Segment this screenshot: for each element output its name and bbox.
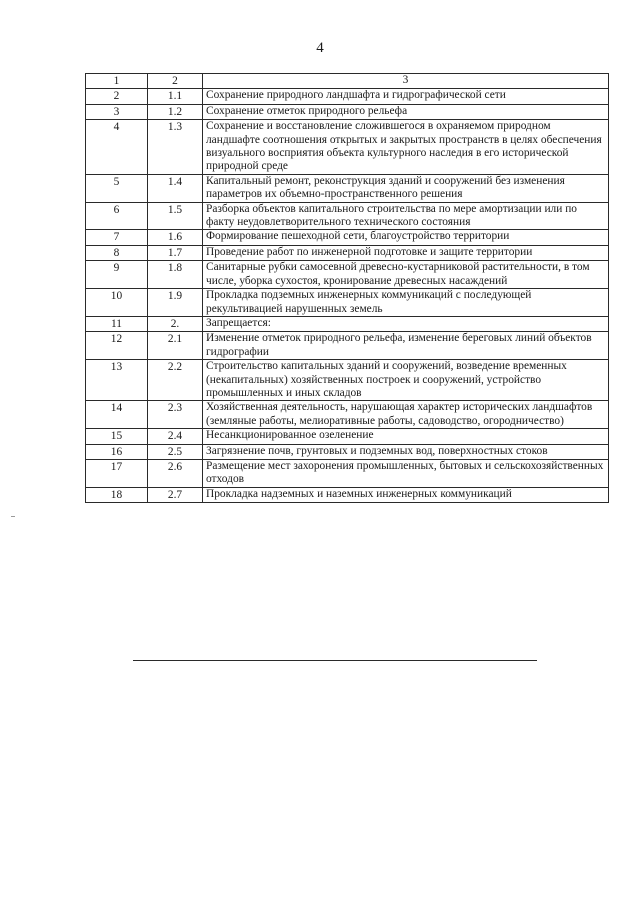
clause-text-cell: Хозяйственная деятельность, нарушающая характер исторических ландшафтов (земляные работы, мелиоративные работы, садоводство, огородничество) bbox=[203, 401, 609, 429]
clause-text-cell: Формирование пешеходной сети, благоустройство территории bbox=[203, 230, 609, 245]
clause-code-cell: 2.1 bbox=[148, 332, 203, 360]
row-number-cell: 16 bbox=[86, 444, 148, 459]
clause-text-cell: Проведение работ по инженерной подготовке и защите территории bbox=[203, 245, 609, 260]
clause-text-cell: Сохранение природного ландшафта и гидрографической сети bbox=[203, 89, 609, 104]
header-cell-2: 2 bbox=[148, 74, 203, 89]
clause-code-cell: 1.7 bbox=[148, 245, 203, 260]
header-cell-1: 1 bbox=[86, 74, 148, 89]
table-row bbox=[86, 401, 609, 429]
clause-text-cell: Строительство капитальных зданий и сооружений, возведение временных (некапитальных) хозяйственных построек и сооружений, устройство промышленных и иных складов bbox=[203, 360, 609, 401]
table-row bbox=[86, 89, 609, 104]
table-row bbox=[86, 230, 609, 245]
table-row bbox=[86, 444, 609, 459]
row-number-cell: 18 bbox=[86, 487, 148, 502]
table-row bbox=[86, 332, 609, 360]
clause-code-cell: 1.4 bbox=[148, 174, 203, 202]
clause-text-cell: Размещение мест захоронения промышленных, бытовых и сельскохозяйственных отходов bbox=[203, 459, 609, 487]
row-number-cell: 5 bbox=[86, 174, 148, 202]
row-number-cell: 17 bbox=[86, 459, 148, 487]
row-number-cell: 10 bbox=[86, 289, 148, 317]
table-row bbox=[86, 459, 609, 487]
clause-code-cell: 2.3 bbox=[148, 401, 203, 429]
clause-text-cell: Прокладка надземных и наземных инженерных коммуникаций bbox=[203, 487, 609, 502]
clause-text-cell: Загрязнение почв, грунтовых и подземных вод, поверхностных стоков bbox=[203, 444, 609, 459]
table-row bbox=[86, 202, 609, 230]
clause-code-cell: 1.2 bbox=[148, 104, 203, 119]
row-number-cell: 4 bbox=[86, 120, 148, 175]
row-number-cell: 11 bbox=[86, 316, 148, 331]
row-number-cell: 15 bbox=[86, 429, 148, 444]
clause-code-cell: 2.7 bbox=[148, 487, 203, 502]
clause-text-cell: Сохранение и восстановление сложившегося в охраняемом природном ландшафте соотношения открытых и закрытых пространств в целях обеспечения визуального восприятия объекта культурного наследия в его исторической природной среде bbox=[203, 120, 609, 175]
table-row bbox=[86, 245, 609, 260]
row-number-cell: 3 bbox=[86, 104, 148, 119]
clause-text-cell: Изменение отметок природного рельефа, изменение береговых линий объектов гидрографии bbox=[203, 332, 609, 360]
clause-text-cell: Разборка объектов капитального строительства по мере амортизации или по факту неудовлетворительного технического состояния bbox=[203, 202, 609, 230]
clause-code-cell: 2.4 bbox=[148, 429, 203, 444]
clause-text-cell: Капитальный ремонт, реконструкция зданий и сооружений без изменения параметров их объемно-пространственного решения bbox=[203, 174, 609, 202]
header-cell-3: 3 bbox=[203, 74, 609, 89]
table-row bbox=[86, 104, 609, 119]
clause-code-cell: 2.2 bbox=[148, 360, 203, 401]
clause-code-cell: 1.9 bbox=[148, 289, 203, 317]
clause-code-cell: 2. bbox=[148, 316, 203, 331]
clause-text-cell: Несанкционированное озеленение bbox=[203, 429, 609, 444]
row-number-cell: 6 bbox=[86, 202, 148, 230]
row-number-cell: 8 bbox=[86, 245, 148, 260]
row-number-cell: 12 bbox=[86, 332, 148, 360]
table-row bbox=[86, 261, 609, 289]
clause-code-cell: 1.8 bbox=[148, 261, 203, 289]
row-number-cell: 14 bbox=[86, 401, 148, 429]
clause-text-cell: Запрещается: bbox=[203, 316, 609, 331]
regulations-table bbox=[85, 73, 609, 503]
clause-code-cell: 1.6 bbox=[148, 230, 203, 245]
scan-artifact-mark bbox=[11, 516, 15, 517]
table-row bbox=[86, 174, 609, 202]
table-row bbox=[86, 429, 609, 444]
table-row bbox=[86, 487, 609, 502]
table-row bbox=[86, 316, 609, 331]
clause-text-cell: Санитарные рубки самосевной древесно-кустарниковой растительности, в том числе, уборка сухостоя, кронирование древесных насаждений bbox=[203, 261, 609, 289]
clause-text-cell: Сохранение отметок природного рельефа bbox=[203, 104, 609, 119]
footer-divider-line bbox=[133, 660, 537, 661]
clause-text-cell: Прокладка подземных инженерных коммуникаций с последующей рекультивацией нарушенных земель bbox=[203, 289, 609, 317]
clause-code-cell: 2.5 bbox=[148, 444, 203, 459]
page-number: 4 bbox=[316, 40, 324, 56]
row-number-cell: 9 bbox=[86, 261, 148, 289]
table-header-row bbox=[86, 74, 609, 89]
row-number-cell: 13 bbox=[86, 360, 148, 401]
clause-code-cell: 1.5 bbox=[148, 202, 203, 230]
row-number-cell: 2 bbox=[86, 89, 148, 104]
table-row bbox=[86, 360, 609, 401]
table-row bbox=[86, 120, 609, 175]
clause-code-cell: 1.3 bbox=[148, 120, 203, 175]
table-row bbox=[86, 289, 609, 317]
clause-code-cell: 2.6 bbox=[148, 459, 203, 487]
row-number-cell: 7 bbox=[86, 230, 148, 245]
clause-code-cell: 1.1 bbox=[148, 89, 203, 104]
